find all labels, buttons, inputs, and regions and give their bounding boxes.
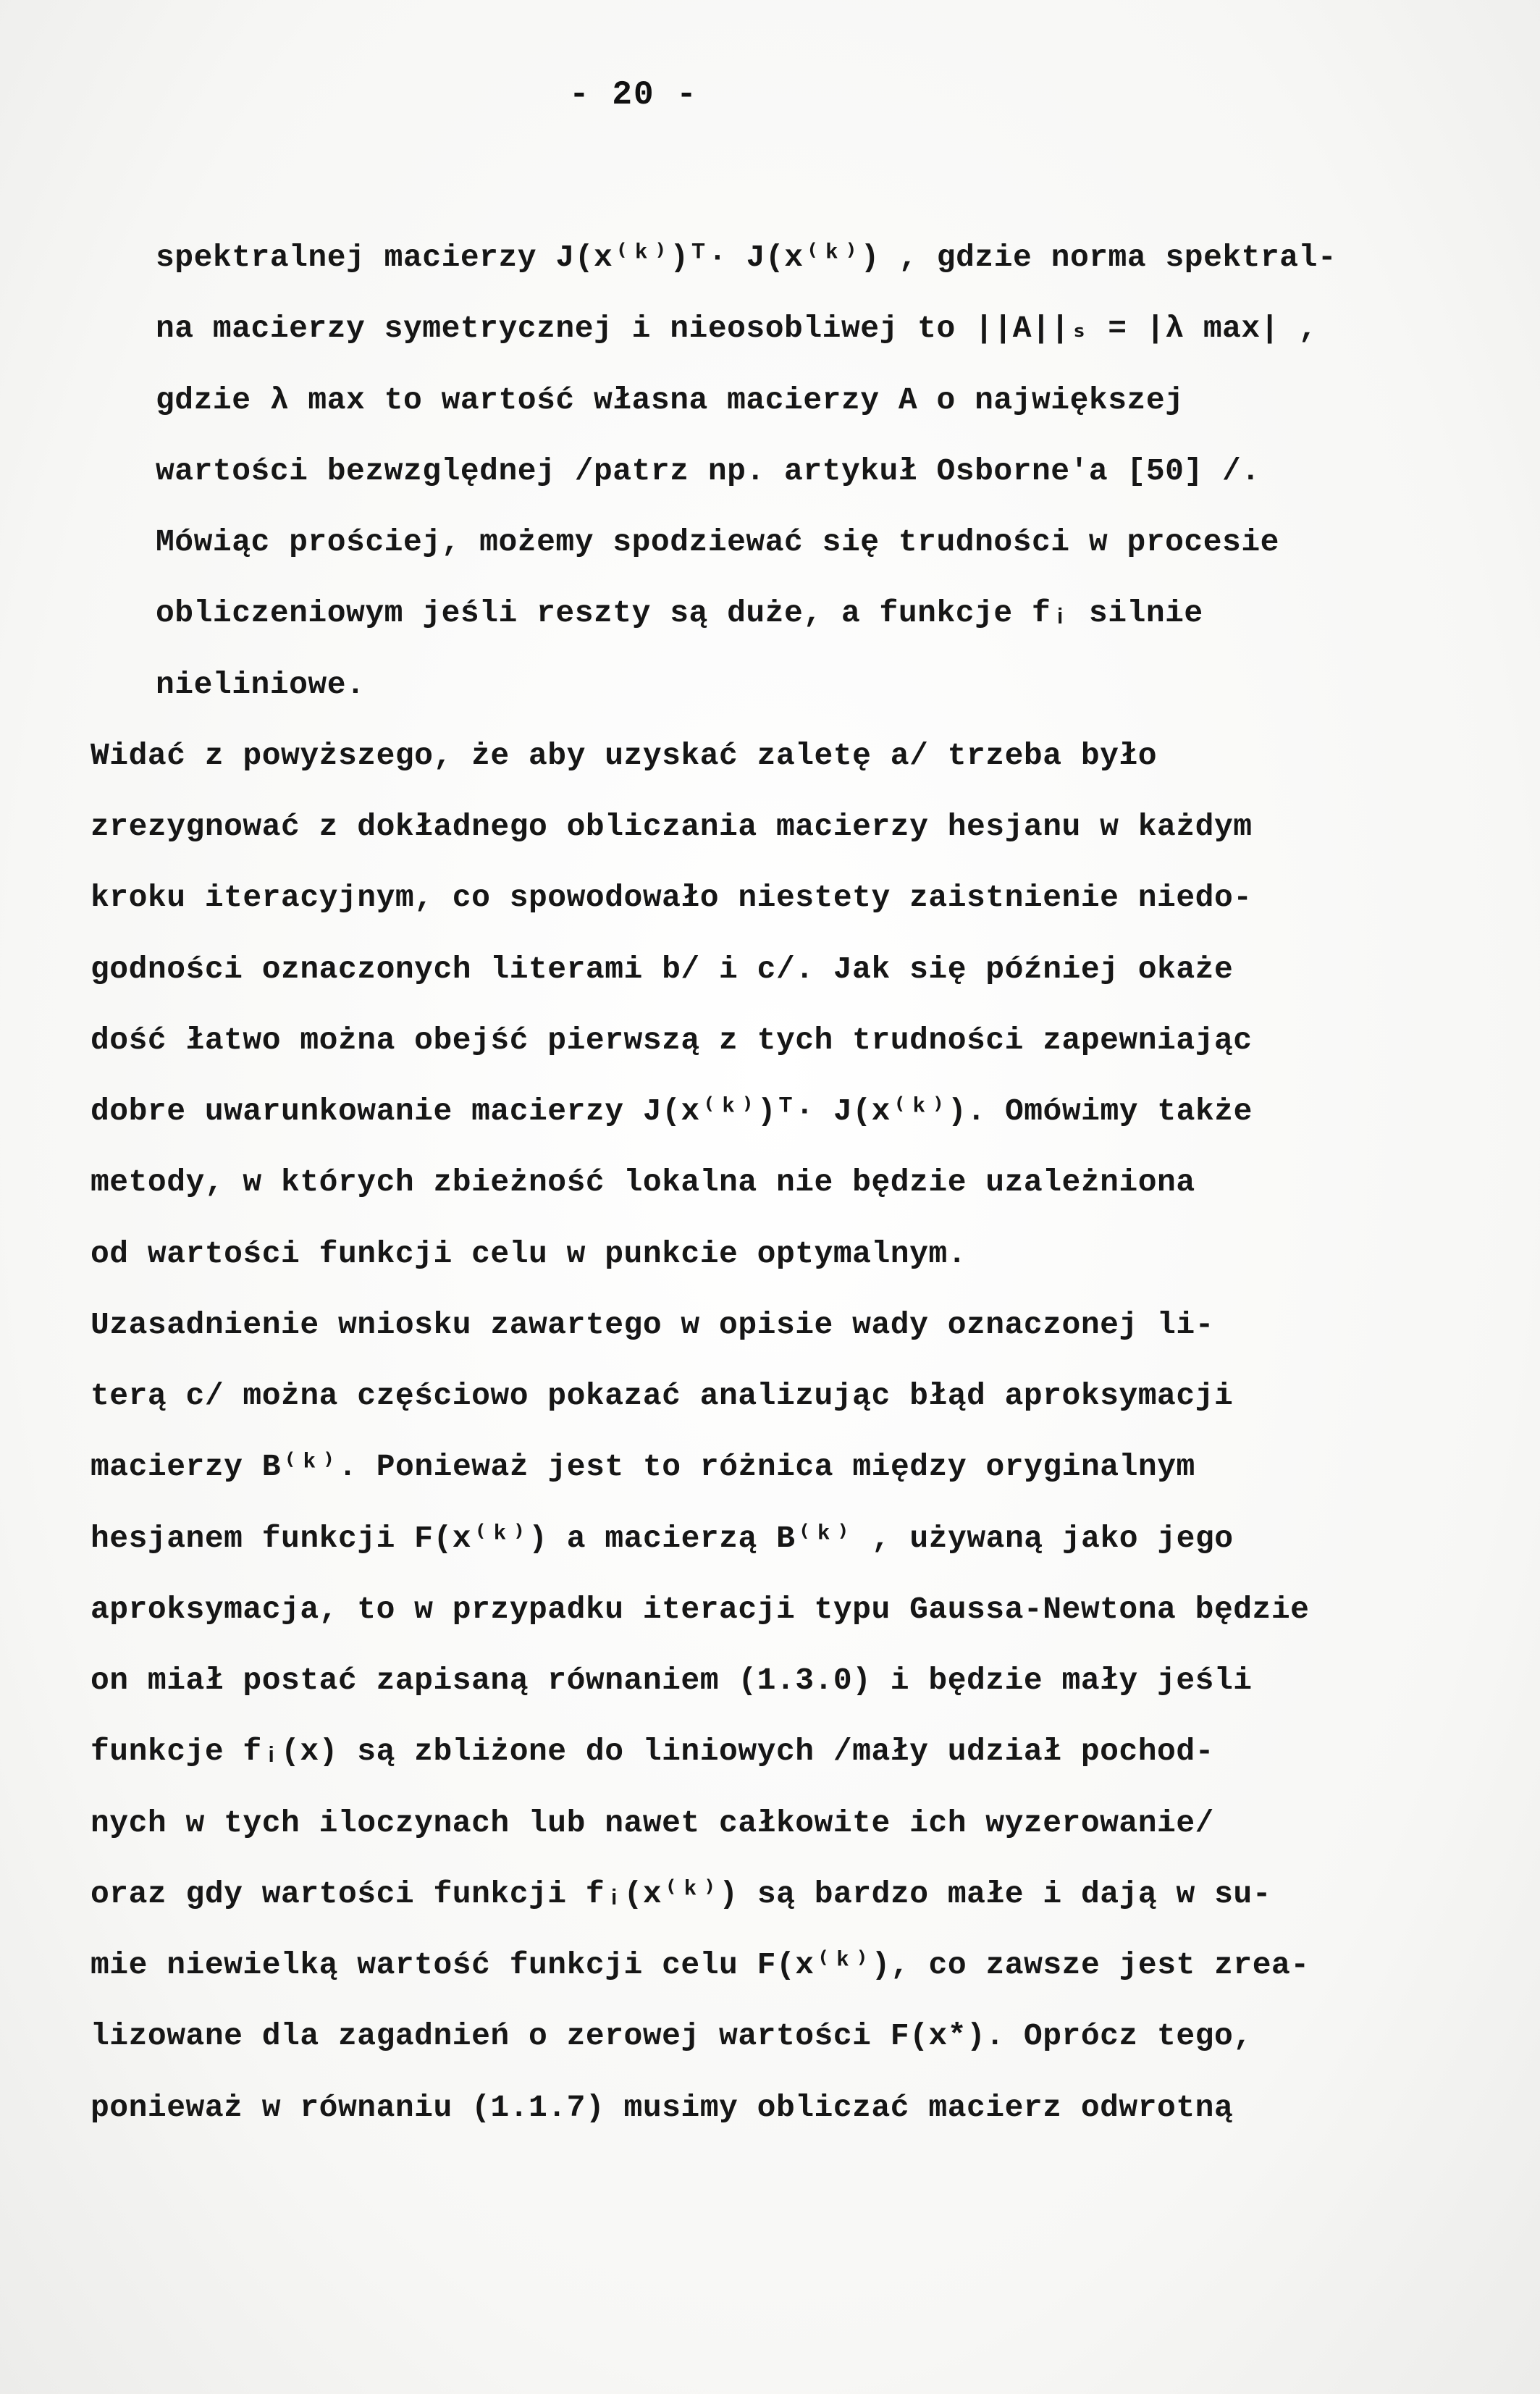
text-line: lizowane dla zagadnień o zerowej wartości F(x*). Oprócz tego, xyxy=(91,2018,1253,2054)
text-line: dość łatwo można obejść pierwszą z tych trudności zapewniając xyxy=(91,1022,1253,1058)
text-line: obliczeniowym jeśli reszty są duże, a funkcje fᵢ silnie xyxy=(156,595,1203,631)
text-line: macierzy B⁽ᵏ⁾. Ponieważ jest to różnica między oryginalnym xyxy=(91,1449,1195,1484)
text-line: metody, w których zbieżność lokalna nie będzie uzależniona xyxy=(91,1164,1195,1200)
text-line: mie niewielką wartość funkcji celu F(x⁽ᵏ⁾), co zawsze jest zrea- xyxy=(91,1947,1310,1983)
text-line: spektralnej macierzy J(x⁽ᵏ⁾)ᵀ· J(x⁽ᵏ⁾) , gdzie norma spektral- xyxy=(156,240,1337,275)
text-line: on miał postać zapisaną równaniem (1.3.0) i będzie mały jeśli xyxy=(91,1663,1253,1698)
text-line: dobre uwarunkowanie macierzy J(x⁽ᵏ⁾)ᵀ· J(x⁽ᵏ⁾). Omówimy także xyxy=(91,1093,1253,1129)
text-line: nieliniowe. xyxy=(156,667,366,702)
text-line: aproksymacja, to w przypadku iteracji typu Gaussa-Newtona będzie xyxy=(91,1592,1310,1627)
text-line: hesjanem funkcji F(x⁽ᵏ⁾) a macierzą B⁽ᵏ⁾ , używaną jako jego xyxy=(91,1521,1234,1556)
text-line: nych w tych iloczynach lub nawet całkowite ich wyzerowanie/ xyxy=(91,1805,1214,1841)
text-line: od wartości funkcji celu w punkcie optymalnym. xyxy=(91,1236,967,1272)
text-line: kroku iteracyjnym, co spowodowało niestety zaistnienie niedo- xyxy=(91,880,1253,915)
text-line: godności oznaczonych literami b/ i c/. Jak się później okaże xyxy=(91,952,1234,987)
text-line: Uzasadnienie wniosku zawartego w opisie wady oznaczonej li- xyxy=(91,1307,1214,1343)
text-line: Widać z powyższego, że aby uzyskać zaletę a/ trzeba było xyxy=(91,738,1158,773)
text-line: zrezygnować z dokładnego obliczania macierzy hesjanu w każdym xyxy=(91,809,1253,844)
text-line: oraz gdy wartości funkcji fᵢ(x⁽ᵏ⁾) są bardzo małe i dają w su- xyxy=(91,1876,1272,1912)
text-line: terą c/ można częściowo pokazać analizując błąd aproksymacji xyxy=(91,1378,1234,1414)
text-line: gdzie λ max to wartość własna macierzy A o największej xyxy=(156,382,1185,418)
text-line: ponieważ w równaniu (1.1.7) musimy obliczać macierz odwrotną xyxy=(91,2090,1234,2125)
text-line: wartości bezwzględnej /patrz np. artykuł Osborne'a [50] /. xyxy=(156,453,1261,489)
text-line: na macierzy symetrycznej i nieosobliwej to ||A||ₛ = |λ max| , xyxy=(156,311,1318,346)
text-line: Mówiąc prościej, możemy spodziewać się trudności w procesie xyxy=(156,524,1279,560)
text-line: funkcje fᵢ(x) są zbliżone do liniowych /mały udział pochod- xyxy=(91,1734,1214,1769)
page-number: - 20 - xyxy=(569,76,698,114)
